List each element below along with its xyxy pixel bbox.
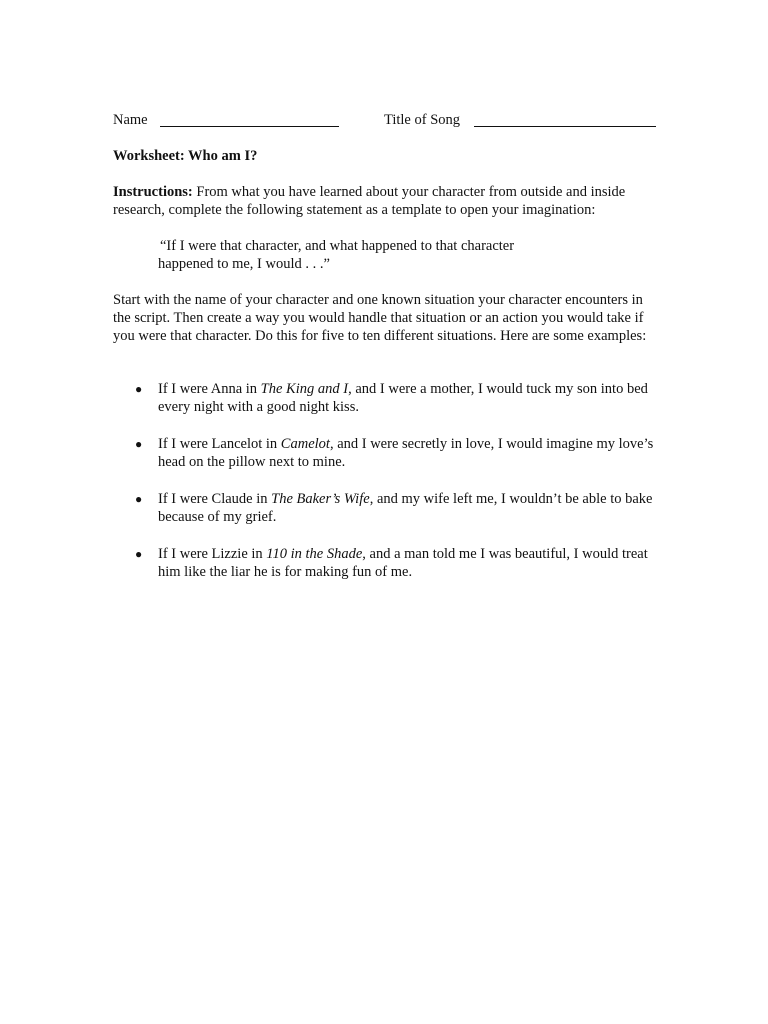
list-item: ● If I were Claude in The Baker’s Wife, and my wife left me, I wouldn’t be able to bake because of my grief. <box>135 491 653 525</box>
quote-line-1: “If I were that character, and what happened to that character <box>160 238 515 254</box>
bullet-icon: ● <box>135 492 143 506</box>
name-label: Name <box>113 112 148 128</box>
name-blank-line <box>160 126 339 127</box>
show-title: 110 in the Shade <box>266 546 363 562</box>
worksheet-title-text: Worksheet: Who am I? <box>113 148 258 164</box>
worksheet-title <box>113 148 257 165</box>
list-item: ● If I were Anna in The King and I, and I were a mother, I would tuck my son into bed every night with a good night kiss. <box>135 381 648 415</box>
bullet-icon: ● <box>135 437 143 451</box>
bullet-icon: ● <box>135 547 143 561</box>
show-title: The Baker’s Wife <box>271 491 370 507</box>
show-title: The King and I <box>260 381 349 397</box>
list-item: ● If I were Lizzie in 110 in the Shade, and a man told me I was beautiful, I would treat him like the liar he is for making fun of me. <box>135 546 648 580</box>
instructions-label: Instructions: <box>113 184 193 200</box>
body-paragraph: Start with the name of your character and one known situation your character encounters in the script. Then create a way you would handle that situation or an action you would take if you were that character. Do this for five to ten different situations. Here are some examples: <box>113 292 647 344</box>
examples-list <box>113 380 658 600</box>
song-title-label: Title of Song <box>384 112 461 128</box>
bullet-icon: ● <box>135 382 143 396</box>
instructions-paragraph <box>113 183 658 219</box>
song-title-blank-line <box>474 126 656 127</box>
list-item: ● If I were Lancelot in Camelot, and I were secretly in love, I would imagine my love’s head on the pillow next to mine. <box>135 436 654 470</box>
instructions-text: From what you have learned about your character from outside and inside research, complete the following statement as a template to open your imagination: <box>113 184 626 218</box>
show-title: Camelot <box>280 436 330 452</box>
quote-line-2: happened to me, I would . . .” <box>158 256 330 272</box>
